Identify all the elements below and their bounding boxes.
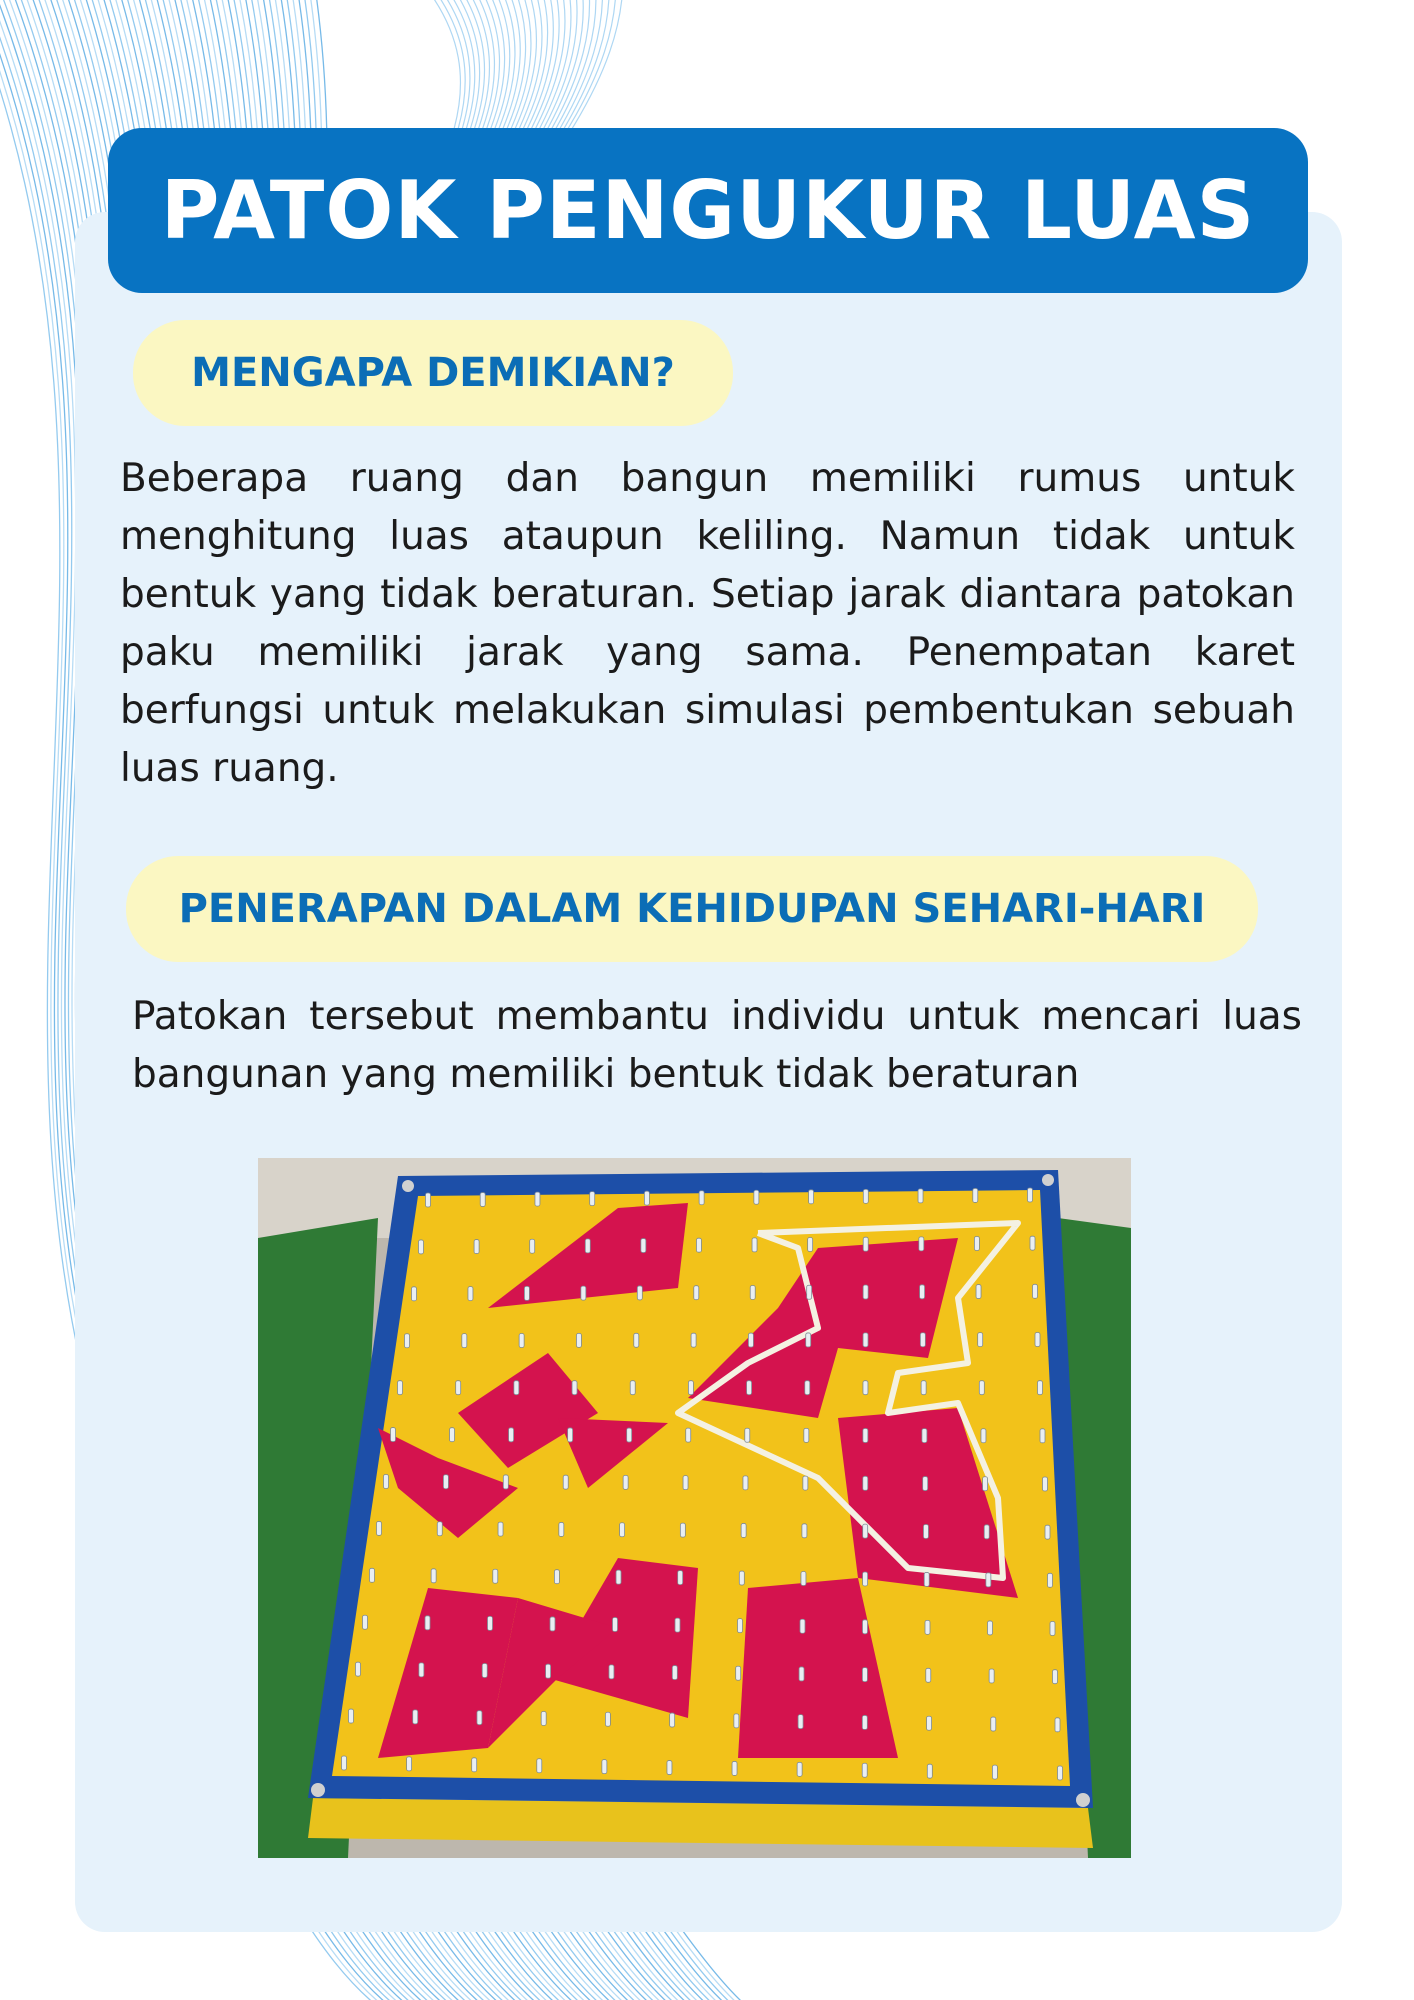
- section-heading-application: [126, 856, 1258, 962]
- section-body-application: Patokan tersebut membantu individu untuk mencari luas bangunan yang memiliki bentuk tidak beraturan: [132, 994, 1302, 1097]
- page-title: PATOK PENGUKUR LUAS: [160, 164, 1256, 257]
- section-body-why: Beberapa ruang dan bangun memiliki rumus untuk menghitung luas ataupun keliling. Namun tidak untuk bentuk yang tidak beraturan. Setiap jarak diantara patokan paku memiliki jarak yang sama. Penempatan karet berfungsi untuk melakukan simulasi pembentukan sebuah luas ruang.: [120, 456, 1295, 791]
- section-heading-why-text: MENGAPA DEMIKIAN?: [191, 350, 675, 396]
- section-heading-why: [133, 320, 733, 426]
- section-heading-application-text: PENERAPAN DALAM KEHIDUPAN SEHARI-HARI: [178, 886, 1206, 932]
- title-banner: [108, 128, 1308, 293]
- geoboard-photo: [258, 1158, 1131, 1858]
